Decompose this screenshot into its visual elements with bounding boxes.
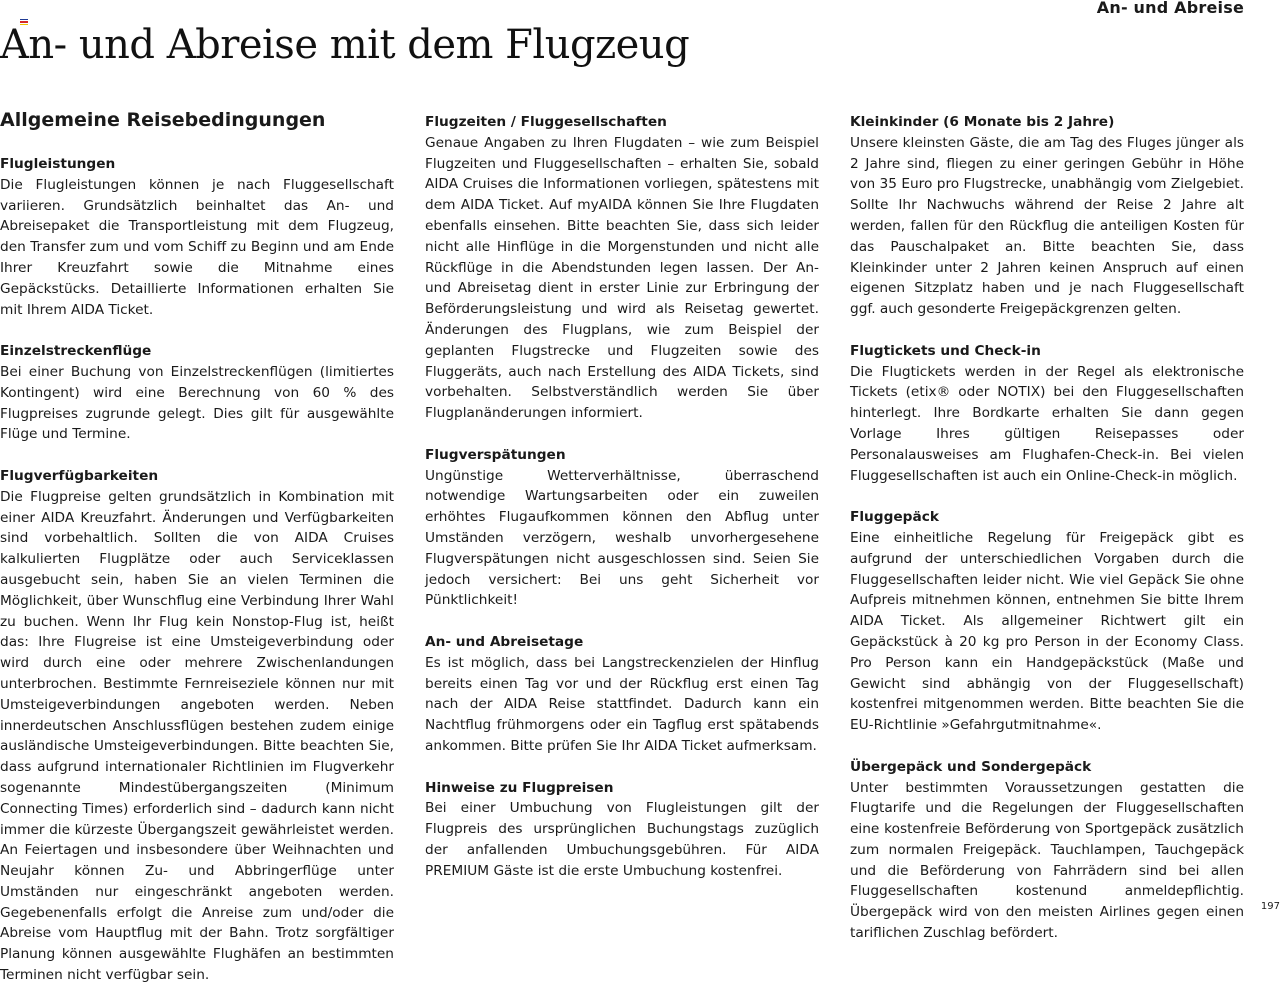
section-flugverfuegbarkeiten [0,466,394,986]
section-kleinkinder [850,112,1244,320]
section-title: Einzelstreckenflüge [0,343,152,360]
column-middle [425,112,819,902]
section-title: Flugverspätungen [425,446,566,463]
section-title: Flugverfügbarkeiten [0,467,159,484]
section-title: Flugzeiten / Fluggesellschaften [425,114,667,130]
section-body: Die Flugtickets werden in der Regel als elektronische Tickets (etix® oder NOTIX) bei den Fluggesellschaften hinterlegt. Ihre Bordkarte erhalten Sie dann gegen Vorlage Ihres gültigen Reisepasses oder Personalausweises am Flughafen-Check-in. Bei vielen Fluggesellschaften ist auch ein Online-Check-in möglich. [850,363,1244,484]
section-flugpreise [425,778,819,882]
section-title: Hinweise zu Flugpreisen [425,779,614,796]
page-title: An- und Abreise mit dem Flugzeug [0,22,690,68]
section-einzelstreckenfluege [0,341,394,445]
column-heading: Allgemeine Reisebedingungen [0,109,326,131]
section-an-und-abreisetage [425,632,819,757]
section-flugverspaetungen [425,445,819,611]
section-body: Ungünstige Wetterverhältnisse, überraschend notwendige Wartungsarbeiten oder ein zuweilen erhöhtes Flugaufkommen können den Abflug unter Umständen verzögern, weshalb unvorhergesehene Flugverspätungen nicht ausgeschlossen sind. Seien Sie jedoch versichert: Bei uns geht Sicherheit vor Pünktlichkeit! [425,467,819,609]
flag-stripe [20,19,28,20]
section-title: Flugleistungen [0,156,116,172]
section-uebergepaeck [850,757,1244,944]
section-body: Es ist möglich, dass bei Langstreckenzielen der Hinflug bereits einen Tag vor und der Rückflug erst einen Tag nach der AIDA Reise stattfindet. Dadurch kann ein Nachtflug frühmorgens oder ein Tagflug erst spätabends ankommen. Bitte prüfen Sie Ihr AIDA Ticket aufmerksam. [425,654,819,754]
section-flugleistungen [0,154,394,320]
section-flugzeiten [425,112,819,424]
section-body: Bei einer Buchung von Einzelstreckenflügen (limitiertes Kontingent) wird eine Berechnung von 60 % des Flugpreises zugrunde gelegt. Dies gilt für ausgewählte Flüge und Termine. [0,363,394,443]
section-body: Unsere kleinsten Gäste, die am Tag des Fluges jünger als 2 Jahre sind, fliegen zu einer geringen Gebühr in Höhe von 35 Euro pro Flugstrecke, unabhängig vom Zielgebiet. Sollte Ihr Nachwuchs während der Reise 2 Jahre alt werden, fallen für den Rückflug die anteiligen Kosten für das Pauschalpaket an. Bitte beachten Sie, dass Kleinkinder unter 2 Jahren keinen Anspruch auf einen eigenen Sitzplatz haben und je nach Fluggesellschaft ggf. auch gesonderte Freigepäckgrenzen gelten. [850,134,1244,318]
section-body: Die Flugpreise gelten grundsätzlich in Kombination mit einer AIDA Kreuzfahrt. Änderungen und Verfügbarkeiten sind vorbehaltlich. Sollten die von AIDA Cruises kalkulierten Flugplätze oder auch Serviceklassen ausgebucht sein, haben Sie an vielen Terminen die Möglichkeit, über Wunschflug eine Verbindung Ihrer Wahl zu buchen. Wenn Ihr Flug kein Nonstop-Flug ist, heißt das: Ihre Flugreise ist eine Umsteigeverbindung oder wird durch eine oder mehrere Zwischenlandungen unterbrochen. Bestimmte Fernreiseziele können nur mit Umsteigeverbindungen angeboten werden. Neben innerdeutschen Anschlussflügen bestehen zudem einige ausländische Umsteigeverbindungen. Bitte beachten Sie, dass aufgrund internationaler Richtlinien im Flugverkehr sogenannte Mindestübergangszeiten (Minimum Connecting Times) erforderlich sind – dadurch kann nicht immer die kürzeste Übergangszeit gewährleistet werden. An Feiertagen und insbesondere über Weihnachten und Neujahr können Zu- und Abbringerflüge unter Umständen nur eingeschränkt angeboten werden. Gegebenenfalls erfolgt die Anreise zum und/oder die Abreise vom Hauptflug mit der Bahn. Trotz sorgfältiger Planung können ausgewählte Flughäfen an bestimmten Terminen nicht verfügbar sein. [0,488,394,984]
section-fluggepaeck [850,507,1244,736]
column-right [850,112,1244,965]
page-number: 197 [1260,901,1280,912]
section-body: Unter bestimmten Voraussetzungen gestatten die Flugtarife und die Regelungen der Fluggesellschaften eine kostenfreie Beförderung von Sportgepäck zusätzlich zum normalen Freigepäck. Tauchlampen, Tauchgepäck und die Beförderung von Fahrrädern sind bei allen Fluggesellschaften kostenund anmeldepflichtig. Übergepäck wird von den meisten Airlines gegen einen tariflichen Zuschlag befördert. [850,779,1244,942]
section-body: Die Flugleistungen können je nach Fluggesellschaft variieren. Grundsätzlich beinhaltet das An- und Abreisepaket die Transportleistung mit dem Flugzeug, den Transfer zum und vom Schiff zu Beginn und am Ende Ihrer Kreuzfahrt sowie die Mitnahme eines Gepäckstücks. Detaillierte Informationen erhalten Sie mit Ihrem AIDA Ticket. [0,176,394,318]
section-body: Bei einer Umbuchung von Flugleistungen gilt der Flugpreis des ursprünglichen Buchungstags zuzüglich der anfallenden Umbuchungsgebühren. Für AIDA PREMIUM Gäste ist die erste Umbuchung kostenfrei. [425,800,819,879]
section-title: Fluggepäck [850,509,939,526]
section-title: Flugtickets und Check-in [850,342,1041,359]
section-body: Genaue Angaben zu Ihren Flugdaten – wie zum Beispiel Flugzeiten und Fluggesellschaften – erhalten Sie, sobald AIDA Cruises die Informationen vorliegen, spätestens mit dem AIDA Ticket. Auf myAIDA können Sie Ihre Flugdaten ebenfalls einsehen. Bitte beachten Sie, dass sich leider nicht alle Hinflüge in die Morgenstunden und nicht alle Rückflüge in die Abendstunden legen lassen. Der An- und Abreisetag dient in erster Linie zur Erbringung der Beförderungsleistung und wird als Reisetag gewertet. Änderungen des Flugplans, wie zum Beispiel der geplanten Flugstrecke und Flugzeiten sowie des Fluggeräts, auch nach Erstellung des AIDA Tickets, sind vorbehalten. Selbstverständlich werden Sie über Flugplanänderungen informiert. [425,134,819,422]
column-left [0,108,394,1007]
section-title: Übergepäck und Sondergepäck [850,758,1092,775]
section-body: Eine einheitliche Regelung für Freigepäck gibt es aufgrund der unterschiedlichen Vorgaben durch die Fluggesellschaften leider nicht. Wie viel Gepäck Sie ohne Aufpreis mitnehmen können, entnehmen Sie bitte Ihrem AIDA Ticket. Als allgemeiner Richtwert gilt ein Gepäckstück à 20 kg pro Person in der Economy Class. Pro Person kann ein Handgepäckstück (Maße und Gewicht sind abhängig von der Fluggesellschaft) kostenfrei mitgenommen werden. Bitte beachten Sie die EU-Richtlinie »Gefahrgutmitnahme«. [850,529,1244,734]
section-title: Kleinkinder (6 Monate bis 2 Jahre) [850,114,1115,130]
section-title: An- und Abreisetage [425,633,584,650]
section-flugtickets [850,341,1244,487]
running-header: An- und Abreise [1096,0,1244,17]
